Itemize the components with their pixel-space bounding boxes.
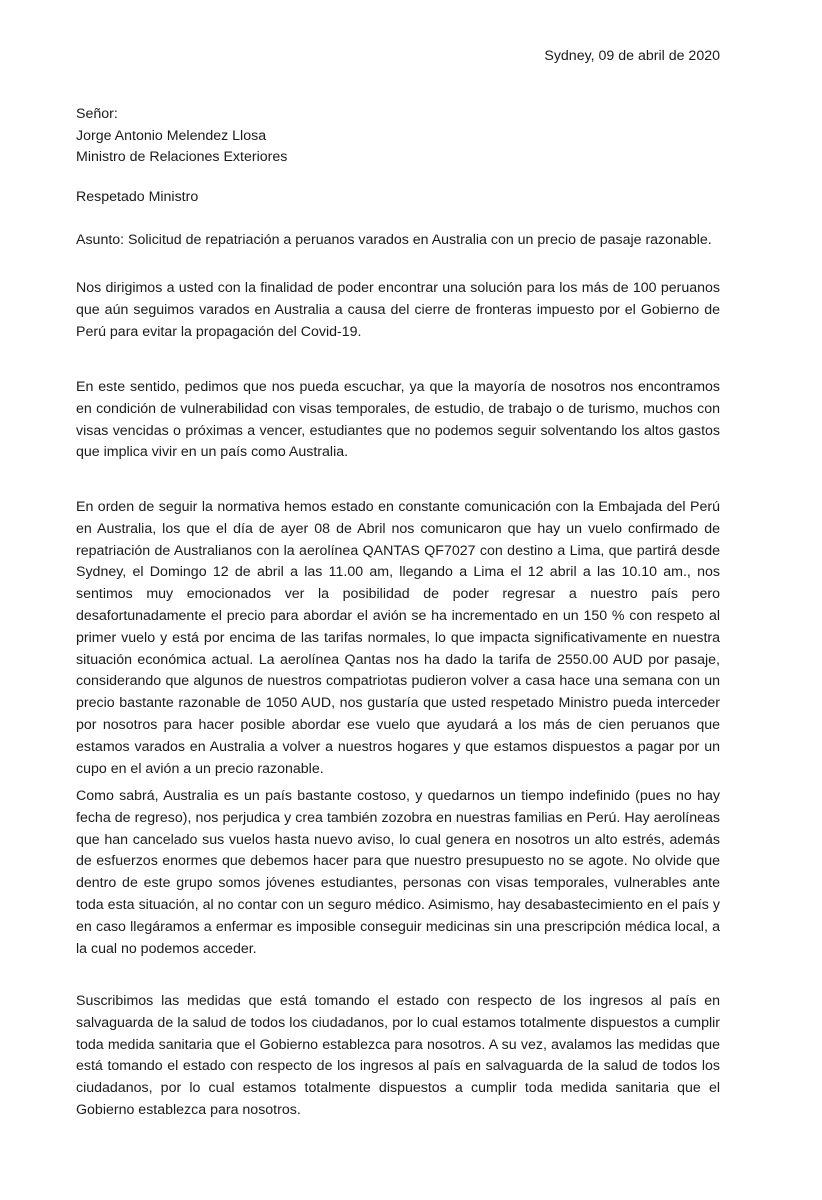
body-paragraph-3: En orden de seguir la normativa hemos estado en constante comunicación con la Embajada del Perú en Australia, los que el día de ayer 08 de Abril nos comunicaron que hay un vuelo confirmado de repatriación de Australianos con la aerolínea QANTAS QF7027 con destino a Lima, que partirá desde Sydney, el Domingo 12 de abril a las 11.00 am, llegando a Lima el 12 abril a las 10.10 am., nos sentimos muy emocionados ver la posibilidad de poder regresar a nuestro país pero desafortunadamente el precio para abordar el avión se ha incrementado en un 150 % con respeto al primer vuelo y está por encima de las tarifas normales, lo que impacta significativamente en nuestra situación económica actual. La aerolínea Qantas nos ha dado la tarifa de 2550.00 AUD por pasaje, considerando que algunos de nuestros compatriotas pudieron volver a casa hace una semana con un precio bastante razonable de 1050 AUD, nos gustaría que usted respetado Ministro pueda interceder por nosotros para hacer posible abordar ese vuelo que ayudará a los más de cien peruanos que estamos varados en Australia a volver a nuestros hogares y que estamos dispuestos a pagar por un cupo en el avión a un precio razonable. (76, 499, 720, 777)
recipient-title: Señor: (76, 106, 118, 122)
body-paragraph-1: Nos dirigimos a usted con la finalidad de poder encontrar una solución para los más de 100 peruanos que aún seguimos varados en Australia a causa del cierre de fronteras impuesto por el Gobierno de Perú para evitar la propagación del Covid-19. (76, 280, 720, 340)
recipient-position: Ministro de Relaciones Exteriores (76, 149, 288, 165)
body-paragraph-4: Como sabrá, Australia es un país bastante costoso, y quedarnos un tiempo indefinido (pues no hay fecha de regreso), nos perjudica y crea también zozobra en nuestras familias en Perú. Hay aerolíneas que han cancelado sus vuelos hasta nuevo aviso, lo cual genera en nosotros un alto estrés, además de esfuerzos enormes que debemos hacer para que nuestro presupuesto no se agote. No olvide que dentro de este grupo somos jóvenes estudiantes, personas con visas temporales, vulnerables ante toda esta situación, al no contar con un seguro médico. Asimismo, hay desabastecimiento en el país y en caso llegáramos a enfermar es imposible conseguir medicinas sin una prescripción médica local, a la cual no podemos acceder. (76, 788, 720, 957)
recipient-name: Jorge Antonio Melendez Llosa (76, 127, 267, 144)
body-paragraph-5: Suscribimos las medidas que está tomando el estado con respecto de los ingresos al país en salvaguarda de la salud de todos los ciudadanos, por lo cual estamos totalmente dispuestos a cumplir toda medida sanitaria que el Gobierno establezca para nosotros. A su vez, avalamos las medidas que está tomando el estado con respecto de los ingresos al país en salvaguarda de la salud de todos los ciudadanos, por lo cual estamos totalmente dispuestos a cumplir toda medida sanitaria que el Gobierno establezca para nosotros. (76, 993, 720, 1118)
salutation: Respetado Ministro (76, 189, 199, 205)
subject-line: Asunto: Solicitud de repatriación a peruanos varados en Australia con un precio de pasaje razonable. (76, 232, 712, 248)
body-paragraph-2: En este sentido, pedimos que nos pueda escuchar, ya que la mayoría de nosotros nos encontramos en condición de vulnerabilidad con visas temporales, de estudio, de trabajo o de turismo, muchos con visas vencidas o próximas a vencer, estudiantes que no podemos seguir solventando los altos gastos que implica vivir en un país como Australia. (76, 379, 720, 461)
recipient-block (76, 104, 287, 169)
letter-date: Sydney, 09 de abril de 2020 (544, 48, 720, 64)
